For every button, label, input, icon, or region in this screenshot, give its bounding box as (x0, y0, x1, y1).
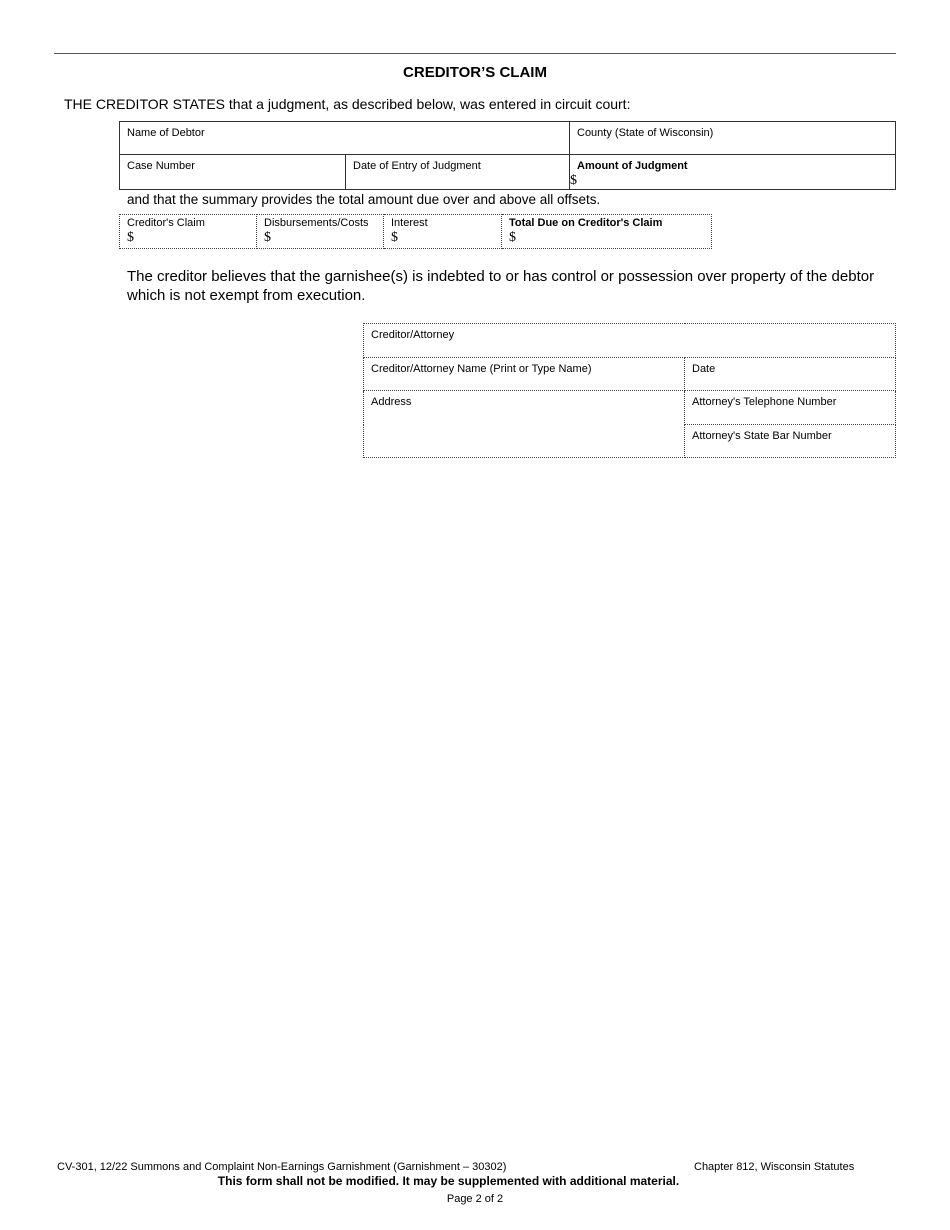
county-field[interactable] (570, 122, 896, 155)
interest-value: $ (391, 230, 398, 245)
case-number-field[interactable] (120, 155, 346, 190)
signature-table (363, 323, 896, 458)
debtor-name-label: Name of Debtor (127, 127, 205, 139)
top-rule (54, 53, 896, 54)
bar-number-label: Attorney's State Bar Number (692, 430, 832, 442)
county-label: County (State of Wisconsin) (577, 127, 714, 139)
statute-reference: Chapter 812, Wisconsin Statutes (694, 1161, 855, 1173)
modification-notice: This form shall not be modified. It may be supplemented with additional material. (217, 1174, 680, 1188)
judgment-amount-value: $ (570, 173, 577, 188)
page-number: Page 2 of 2 (446, 1193, 504, 1205)
telephone-label: Attorney's Telephone Number (692, 396, 837, 408)
interest-field[interactable] (384, 215, 502, 249)
creditor-attorney-signature-field[interactable] (364, 324, 896, 358)
disbursements-value: $ (264, 230, 271, 245)
date-label: Date (692, 363, 716, 375)
case-number-label: Case Number (127, 160, 195, 172)
creditors-claim-field[interactable] (120, 215, 257, 249)
judgment-date-field[interactable] (346, 155, 570, 190)
summary-statement: and that the summary provides the total amount due over and above all offsets. (127, 192, 601, 207)
judgment-date-label: Date of Entry of Judgment (353, 160, 481, 172)
address-field[interactable] (364, 391, 685, 458)
bar-number-field[interactable] (685, 425, 896, 458)
disbursements-label: Disbursements/Costs (264, 217, 369, 229)
creditor-attorney-label: Creditor/Attorney (371, 329, 455, 341)
total-due-value: $ (509, 230, 516, 245)
judgment-amount-field[interactable] (570, 155, 896, 190)
claim-summary-table (119, 214, 712, 249)
creditors-claim-value: $ (127, 230, 134, 245)
telephone-field[interactable] (685, 391, 896, 425)
printed-name-label: Creditor/Attorney Name (Print or Type Name) (371, 363, 592, 375)
form-identifier: CV-301, 12/22 Summons and Complaint Non-Earnings Garnishment (Garnishment – 30302) (57, 1161, 507, 1173)
creditor-belief-statement: The creditor believes that the garnishee(s) is indebted to or has control or possession over property of the debtor which is not exempt from execution. (127, 268, 875, 304)
creditors-claim-label: Creditor's Claim (127, 217, 205, 229)
printed-name-field[interactable] (364, 358, 685, 391)
intro-statement: THE CREDITOR STATES that a judgment, as described below, was entered in circuit court: (64, 96, 631, 112)
page-title: CREDITOR’S CLAIM (403, 64, 547, 81)
interest-label: Interest (391, 217, 428, 229)
total-due-field[interactable] (502, 215, 712, 249)
judgment-amount-label: Amount of Judgment (577, 160, 688, 172)
judgment-table (119, 121, 896, 190)
address-label: Address (371, 396, 412, 408)
disbursements-field[interactable] (257, 215, 384, 249)
date-field[interactable] (685, 358, 896, 391)
total-due-label: Total Due on Creditor's Claim (509, 217, 663, 229)
debtor-name-field[interactable] (120, 122, 570, 155)
